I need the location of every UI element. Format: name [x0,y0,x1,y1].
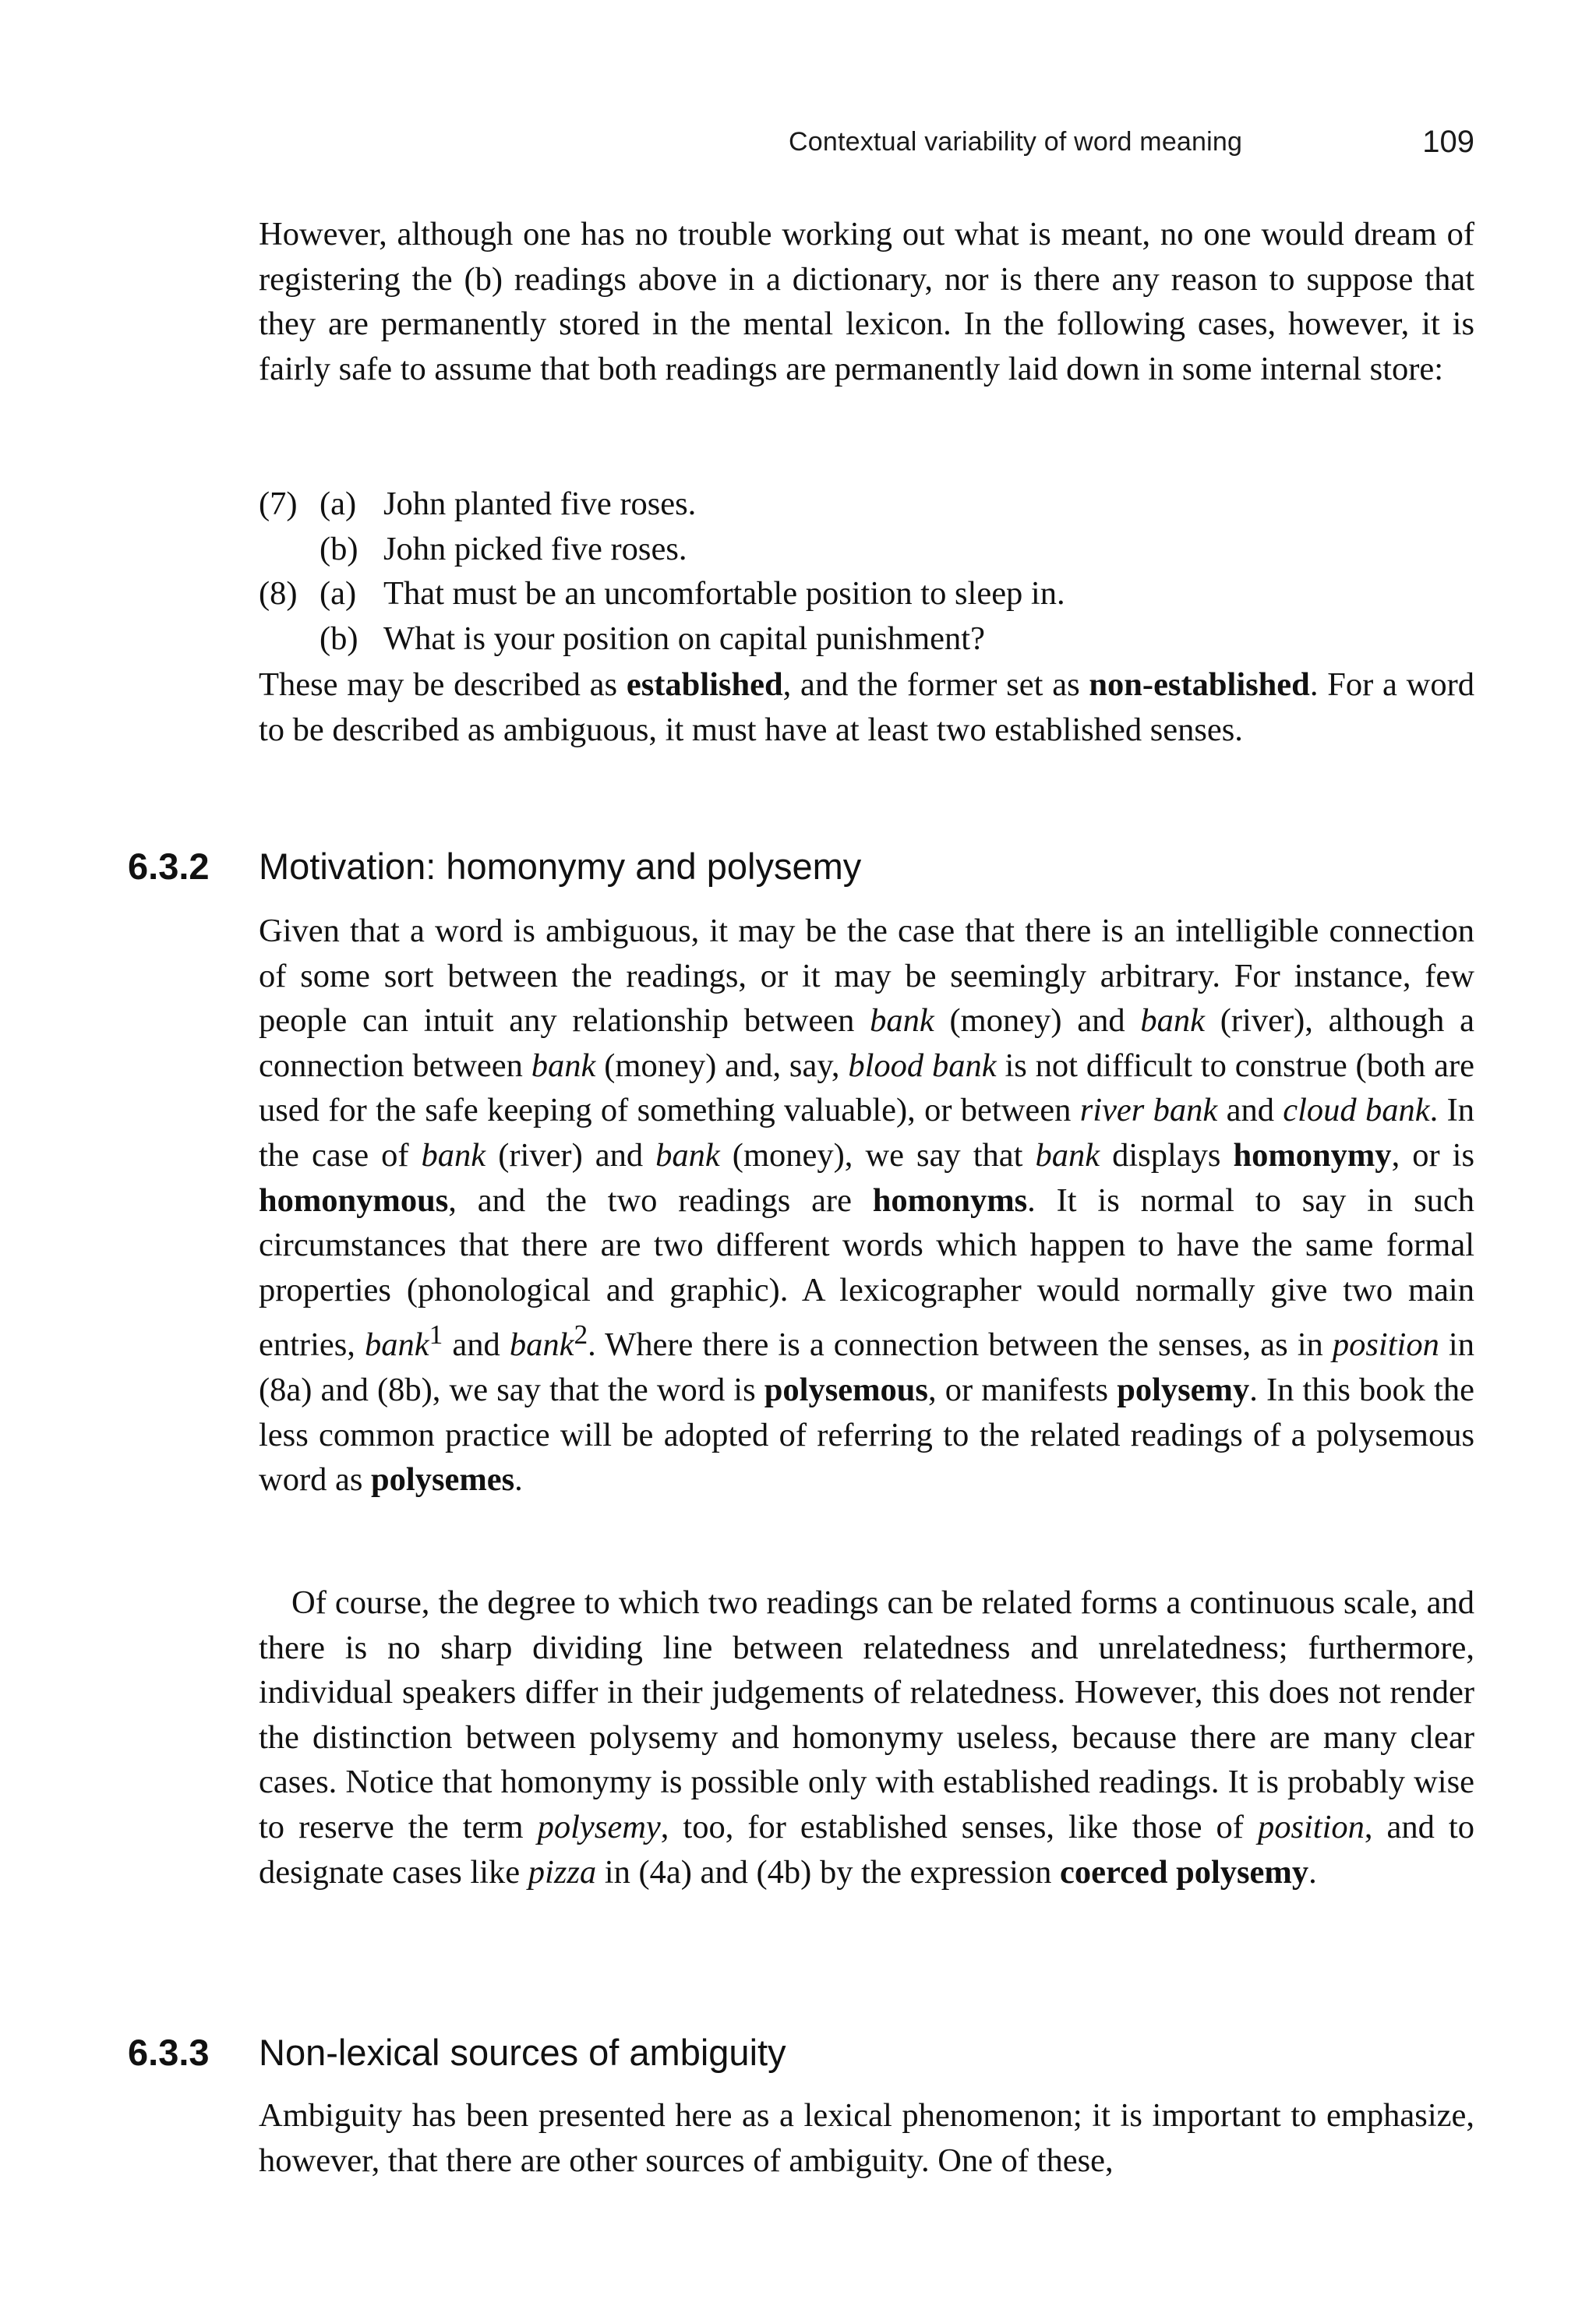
text-run: These may be described as [259,666,627,703]
section-heading-6-3-2 [128,843,861,891]
italic-term: polysemy [537,1808,661,1845]
term-polysemy: polysemy [1117,1372,1250,1409]
italic-term: position [1257,1808,1365,1845]
italic-term: position [1332,1326,1439,1364]
term-polysemes: polysemes [371,1461,515,1499]
term-non-established: non-established [1089,666,1310,703]
example-text: John picked five roses. [383,530,687,567]
example-8a [259,571,1474,616]
example-7a [259,482,1474,527]
italic-term: river bank [1079,1092,1218,1129]
homonymy-paragraph [259,909,1474,1503]
example-number: (7) [259,486,298,522]
running-title: Contextual variability of word meaning [789,127,1243,157]
text-run: displays [1100,1136,1234,1174]
italic-term: bank [655,1136,720,1174]
text-run: . In the case of [259,1092,1474,1174]
text-run: is not difficult to construe (both are used for the safe keeping of something valuable), or between [259,1047,1475,1129]
example-number: (8) [259,575,298,613]
text-run: Given that a word is ambiguous, it may be the case that there is an intelligible connection of some sort between the readings, or it may be seemingly arbitrary. For instance, few people can intuit any relationship between [259,913,1474,1040]
text-run: (money) and, say, [595,1047,849,1084]
text-run: , or is [1391,1136,1474,1174]
text-run: (river) and [486,1136,656,1174]
superscript: 2 [574,1319,588,1351]
section-title: Non-lexical sources of ambiguity [259,2032,786,2073]
term-homonyms: homonyms [872,1181,1028,1219]
example-8b [259,616,1474,662]
section-number: 6.3.2 [128,846,210,887]
italic-term: bank [1140,1002,1205,1040]
text-run: , or manifests [927,1372,1118,1409]
italic-term: bank [870,1002,934,1040]
example-letter: (a) [320,575,357,613]
text-run: (money), we say that [719,1136,1036,1174]
relatedness-paragraph [259,1580,1474,1895]
text-run: and [443,1326,510,1364]
section-heading-6-3-3 [128,2029,786,2077]
term-homonymy: homonymy [1233,1136,1392,1174]
text-run: , and to designate cases like [259,1808,1474,1891]
text-run: . Where there is a connection between the senses, as in [588,1326,1333,1364]
section-title: Motivation: homonymy and polysemy [259,846,862,887]
italic-term: blood bank [848,1047,997,1084]
text-run: . [514,1461,523,1499]
example-letter: (a) [320,486,357,522]
term-homonymous: homonymous [259,1181,449,1219]
text-run: , and the two readings are [448,1181,873,1219]
term-coerced-polysemy: coerced polysemy [1060,1853,1309,1891]
intro-paragraph [259,212,1474,391]
text-run: , too, for established senses, like those of [660,1808,1258,1845]
section-number: 6.3.3 [128,2032,210,2073]
italic-term: bank [421,1136,486,1174]
example-7b [259,527,1474,572]
running-head [789,125,1474,159]
italic-term: bank [509,1326,574,1364]
example-text: That must be an uncomfortable position to sleep in. [383,575,1065,613]
text-run: (river), although a connection between [259,1002,1474,1084]
term-established: established [626,666,783,703]
text-run: in (4a) and (4b) by the expression [596,1853,1061,1891]
example-list [259,482,1474,661]
text-run: Ambiguity has been presented here as a lexical phenomenon; it is important to emphasize, however, that there are other sources of ambiguity. One of these, [259,2097,1474,2179]
text-run: . [1308,1853,1317,1891]
text-run: and [1217,1092,1284,1129]
text-run: . In this book the less common practice will be adopted of referring to the related readings of a polysemous word as [259,1372,1474,1499]
ambiguity-paragraph [259,2093,1474,2183]
established-paragraph [259,662,1474,752]
example-letter: (b) [320,620,358,657]
italic-term: bank [1035,1136,1100,1174]
text-run: in (8a) and (8b), we say that the word is [259,1326,1474,1409]
text-run: . For a word to be described as ambiguous, it must have at least two established senses. [259,666,1474,748]
example-letter: (b) [320,530,358,567]
italic-term: pizza [528,1853,597,1891]
page-number: 109 [1422,125,1474,159]
text-run: (money) and [934,1002,1141,1040]
text-run: Of course, the degree to which two readings can be related forms a continuous scale, and there is no sharp dividing line between relatedness and unrelatedness; furthermore, individual speakers differ in their judgements of relatedness. However, this does not render the distinction between polysemy and homonymy useless, because there are many clear cases. Notice that homonymy is possible only with established readings. It is probably wise to reserve the term [259,1584,1474,1845]
italic-term: cloud bank [1283,1092,1430,1129]
example-text: John planted five roses. [383,486,697,522]
text-run: , and the former set as [782,666,1089,703]
italic-term: bank [364,1326,429,1364]
example-text: What is your position on capital punishment? [383,620,985,657]
superscript: 1 [429,1319,443,1351]
term-polysemous: polysemous [764,1372,928,1409]
text-run: . It is normal to say in such circumstances that there are two different words which happen to have the same formal properties (phonological and graphic). A lexicographer would normally give two main entries, [259,1181,1474,1364]
italic-term: bank [531,1047,596,1084]
text-run: However, although one has no trouble working out what is meant, no one would dream of registering the (b) readings above in a dictionary, nor is there any reason to suppose that they are permanently stored in the mental lexicon. In the following cases, however, it is fairly safe to assume that both readings are permanently laid down in some internal store: [259,216,1474,387]
